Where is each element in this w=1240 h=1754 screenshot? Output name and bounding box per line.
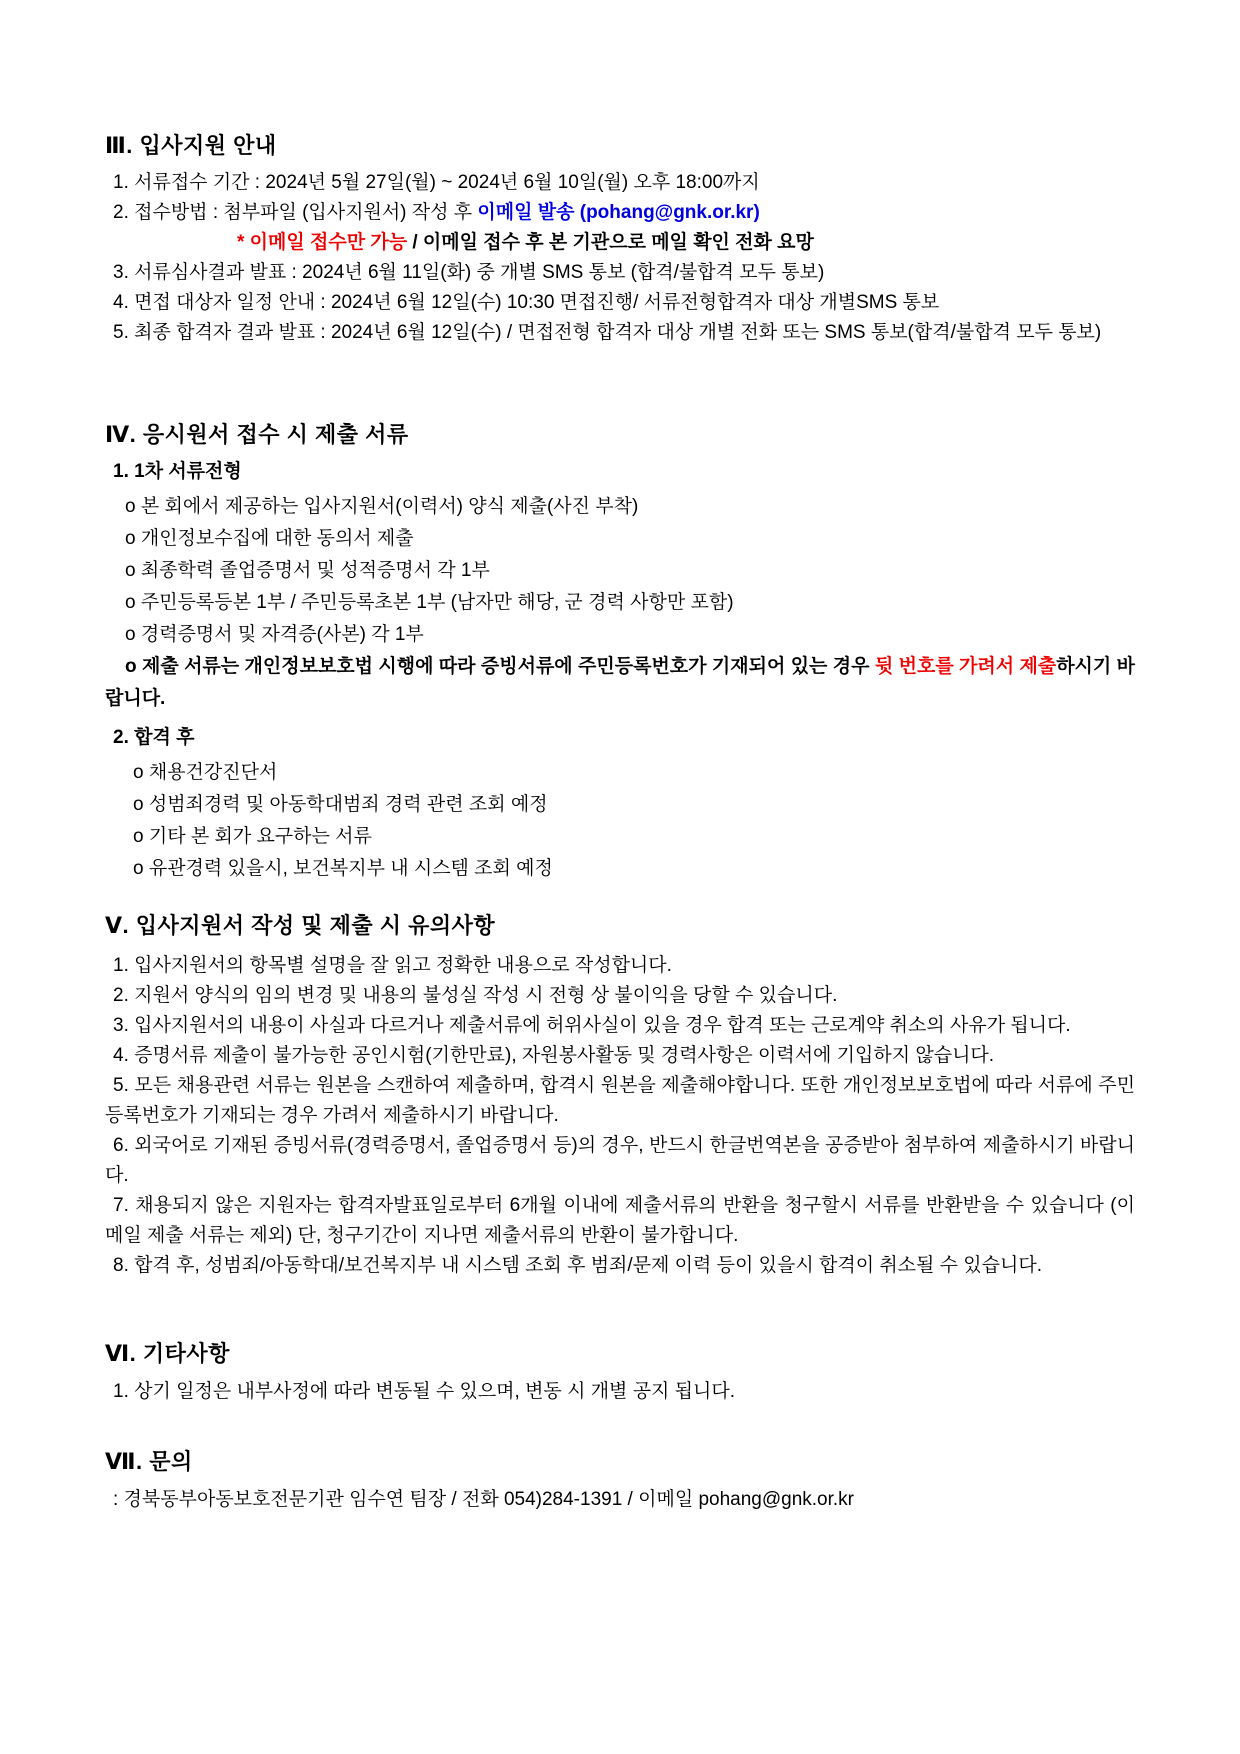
precaution-item-3: 3. 입사지원서의 내용이 사실과 다르거나 제출서류에 허위사실이 있을 경우 합격 또는 근로계약 취소의 사유가 됩니다. (113, 1015, 1071, 1036)
precaution-item-4: 4. 증명서류 제출이 불가능한 공인시험(기한만료), 자원봉사활동 및 경력사항은 이력서에 기입하지 않습니다. (113, 1045, 995, 1066)
precaution-item-1: 1. 입사지원서의 항목별 설명을 잘 읽고 정확한 내용으로 작성합니다. (113, 955, 672, 976)
email-only-warning: * 이메일 접수만 가능 (237, 232, 408, 253)
list-item-screening-result: 3. 서류심사결과 발표 : 2024년 6월 11일(화) 중 개별 SMS 통보 (합격/불합격 모두 통보) (113, 262, 825, 283)
privacy-notice-suffix: 하시기 바랍니다. (105, 656, 1135, 709)
section-application-guide (105, 133, 1135, 348)
section-contact (105, 1449, 1135, 1515)
list-item-receipt-period: 1. 서류접수 기간 : 2024년 5월 27일(월) ~ 2024년 6월 10일(월) 오후 18:00까지 (113, 172, 760, 193)
misc-item-1: 1. 상기 일정은 내부사정에 따라 변동될 수 있으며, 변동 시 개별 공지 됩니다. (113, 1381, 736, 1402)
list-item-privacy-notice (105, 651, 1135, 715)
list-item-related-career-check: o 유관경력 있을시, 보건복지부 내 시스템 조회 예정 (133, 858, 553, 879)
list-item-interview-schedule: 4. 면접 대상자 일정 안내 : 2024년 6월 12일(수) 10:30 면접진행/ 서류전형합격자 대상 개별SMS 통보 (113, 292, 940, 313)
precaution-item-8: 8. 합격 후, 성범죄/아동학대/보건복지부 내 시스템 조회 후 범죄/문제 이력 등이 있을시 합격이 취소될 수 있습니다. (113, 1255, 1043, 1276)
contact-info: : 경북동부아동보호전문기관 임수연 팀장 / 전화 054)284-1391 / 이메일 pohang@gnk.or.kr (113, 1489, 855, 1510)
email-only-note (105, 228, 1135, 258)
precaution-item-6: 6. 외국어로 기재된 증빙서류(경력증명서, 졸업증명서 등)의 경우, 반드시 한글번역본을 공증받아 첨부하여 제출하시기 바랍니다. (105, 1135, 1135, 1186)
list-item-final-result: 5. 최종 합격자 결과 발표 : 2024년 6월 12일(수) / 면접전형 합격자 대상 개별 전화 또는 SMS 통보(합격/불합격 모두 통보) (113, 322, 1102, 343)
section-title-contact: Ⅶ. 문의 (105, 1449, 193, 1474)
mask-number-warning: 뒷 번호를 가려서 제출 (874, 656, 1057, 677)
precaution-item-2: 2. 지원서 양식의 임의 변경 및 내용의 불성실 작성 시 전형 상 불이익을 당할 수 있습니다. (113, 985, 838, 1006)
section-title-miscellaneous: Ⅵ. 기타사항 (105, 1341, 230, 1366)
list-item-criminal-record-check: o 성범죄경력 및 아동학대범죄 경력 관련 조회 예정 (133, 794, 548, 815)
precaution-item-7: 7. 채용되지 않은 지원자는 합격자발표일로부터 6개월 이내에 제출서류의 반환을 청구할시 서류를 반환받을 수 있습니다 (이메일 제출 서류는 제외) 단, 청구기간이 지나면 제출서류의 반환이 불가합니다. (105, 1195, 1135, 1246)
email-confirm-request: / 이메일 접수 후 본 기관으로 메일 확인 전화 요망 (407, 232, 814, 253)
submission-method-text: 2. 접수방법 : 첨부파일 (입사지원서) 작성 후 (113, 202, 478, 223)
list-item-career-certificate: o 경력증명서 및 자격증(사본) 각 1부 (125, 624, 424, 645)
subsection-title-first-screening: 1. 1차 서류전형 (113, 461, 242, 482)
section-title-required-documents: Ⅳ. 응시원서 접수 시 제출 서류 (105, 422, 409, 447)
list-item-diploma-transcript: o 최종학력 졸업증명서 및 성적증명서 각 1부 (125, 560, 490, 581)
section-title-application-guide: Ⅲ. 입사지원 안내 (105, 133, 277, 158)
list-item-other-documents: o 기타 본 회가 요구하는 서류 (133, 826, 372, 847)
section-required-documents (105, 422, 1135, 885)
precaution-item-5: 5. 모든 채용관련 서류는 원본을 스캔하여 제출하며, 합격시 원본을 제출해야합니다. 또한 개인정보보호법에 따라 서류에 주민등록번호가 기재되는 경우 가려서 제출하시기 바랍니다. (105, 1075, 1135, 1126)
email-address: (pohang@gnk.or.kr) (574, 202, 760, 223)
list-item-health-check: o 채용건강진단서 (133, 762, 278, 783)
section-title-precautions: Ⅴ. 입사지원서 작성 및 제출 시 유의사항 (105, 913, 496, 938)
list-item-submission-method (105, 198, 1135, 228)
email-send-highlight: 이메일 발송 (477, 202, 575, 223)
list-item-application-form: o 본 회에서 제공하는 입사지원서(이력서) 양식 제출(사진 부착) (125, 496, 639, 517)
section-miscellaneous (105, 1341, 1135, 1407)
privacy-notice-text: o 제출 서류는 개인정보보호법 시행에 따라 증빙서류에 주민등록번호가 기재되어 있는 경우 (125, 656, 875, 677)
subsection-title-after-pass: 2. 합격 후 (113, 727, 195, 748)
list-item-privacy-consent: o 개인정보수집에 대한 동의서 제출 (125, 528, 414, 549)
list-item-resident-register: o 주민등록등본 1부 / 주민등록초본 1부 (남자만 해당, 군 경력 사항만 포함) (125, 592, 734, 613)
section-precautions (105, 913, 1135, 1281)
